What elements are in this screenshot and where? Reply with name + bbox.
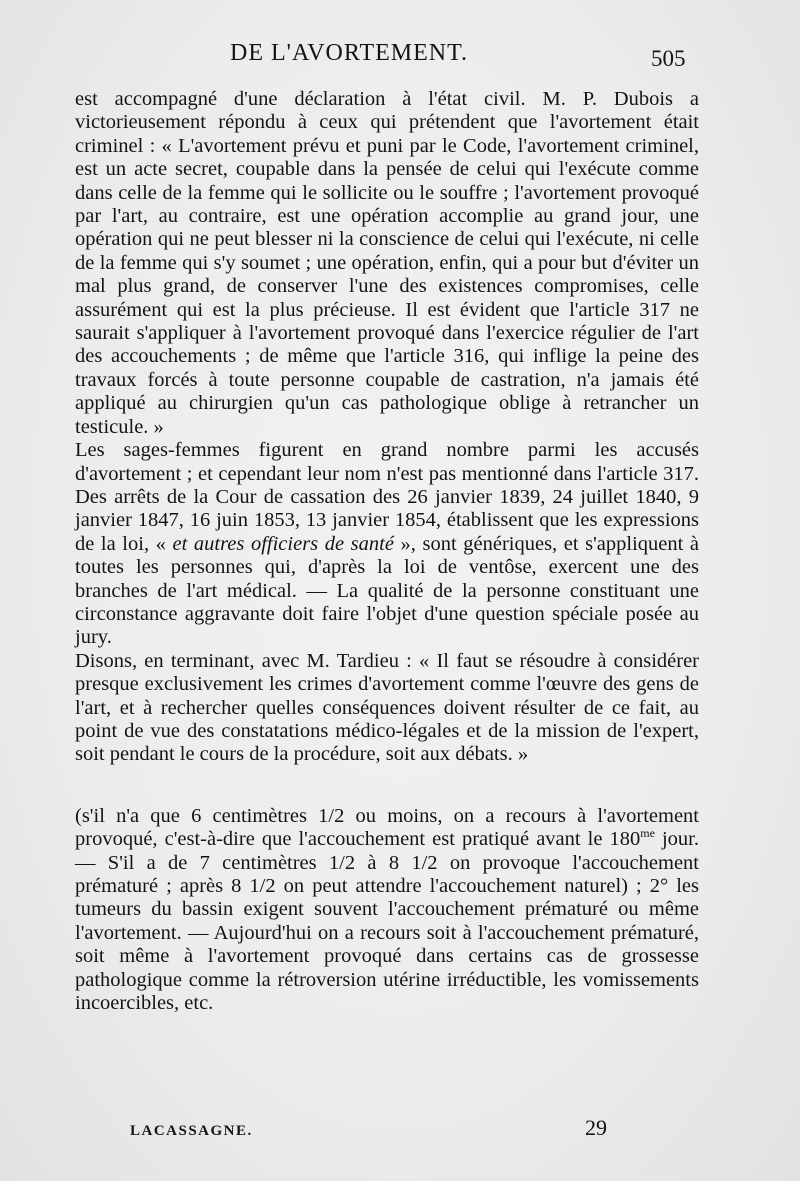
footnote — [75, 805, 699, 1016]
gathering-number: 29 — [585, 1115, 607, 1140]
author-signature-mark: LACASSAGNE. — [130, 1123, 253, 1139]
paragraph-continuation: est accompagné d'une déclaration à l'état civil. M. P. Dubois a victorieusement répondu à ceux qui prétendent que l'avortement était criminel : « L'avortement prévu et puni par le Code, l'avortement criminel, est un acte secret, coupable dans la pensée de celui qui l'exécute comme dans celle de la femme qui le sollicite ou le souffre ; l'avortement provoqué par l'art, au contraire, est une opération accomplie au grand jour, une opération qui ne peut blesser ni la conscience de celui qui l'exécute, ni celle de la femme qui s'y soumet ; une opération, enfin, qui a pour but d'éviter un mal plus grand, de conserver l'une des existences compromises, celle assurément qui est la plus précieuse. Il est évident que l'article 317 ne saurait s'appliquer à l'avortement provoqué dans l'exercice régulier de l'art des accouchements ; de même que l'article 316, qui inflige la peine des travaux forcés à toute personne coupable de castration, n'a jamais été appliqué au chirurgien qu'un cas pathologique oblige à retrancher un testicule. » — [75, 88, 699, 438]
main-text — [75, 88, 699, 1015]
paragraph-tardieu: Disons, en terminant, avec M. Tardieu : « Il faut se résoudre à considérer presque exclusivement les crimes d'avortement comme l'œuvre des gens de l'art, et à rechercher quelles conséquences doivent résulter de ce fait, au point de vue des constatations médico-légales et de la mission de l'expert, soit pendant le cours de la procédure, soit aux débats. » — [75, 649, 699, 766]
running-head — [0, 40, 800, 80]
running-title: DE L'AVORTEMENT. — [230, 40, 468, 66]
paragraph-sages-femmes-text-end: », sont génériques, et s'appliquent à toutes les personnes qui, d'après la loi de ventôse, exercent une des branches de l'art médical. — La qualité de la personne constituant une circonstance aggravante doit faire l'objet d'une question spéciale posée au jury. — [75, 532, 700, 649]
page-number: 505 — [651, 46, 686, 71]
quoted-law-phrase: et autres officiers de santé — [172, 532, 394, 555]
section-gap — [75, 767, 699, 805]
footnote-text-end: jour. — S'il a de 7 centimètres 1/2 à 8 1/2 on provoque l'accouchement prématuré ; après 8 1/2 on peut attendre l'accouchement naturel) ; 2° les tumeurs du bassin exigent souvent l'accouchement prématuré ou même l'avortement. — Aujourd'hui on a recours soit à l'accouchement prématuré, soit même à l'avortement provoqué dans certains cas de grossesse pathologique comme la rétroversion utérine irréductible, les vomissements incoercibles, etc. — [75, 828, 699, 1015]
footnote-text: (s'il n'a que 6 centimètres 1/2 ou moins, on a recours à l'avortement provoqué, c'est-à-dire que l'accouchement est pratiqué avant le 180 — [75, 804, 699, 851]
page-footer — [0, 1115, 800, 1155]
paragraph-sages-femmes-text: Les sages-femmes figurent en grand nombre parmi les accusés d'avortement ; et cependant leur nom n'est pas mentionné dans l'article 317. Des arrêts de la Cour de cassation des 26 janvier 1839, 24 juillet 1840, 9 janvier 1847, 16 juin 1853, 13 janvier 1854, établissent que les expressions de la loi, « — [75, 439, 699, 555]
paragraph-sages-femmes — [75, 439, 699, 650]
ordinal-superscript: me — [640, 826, 655, 841]
